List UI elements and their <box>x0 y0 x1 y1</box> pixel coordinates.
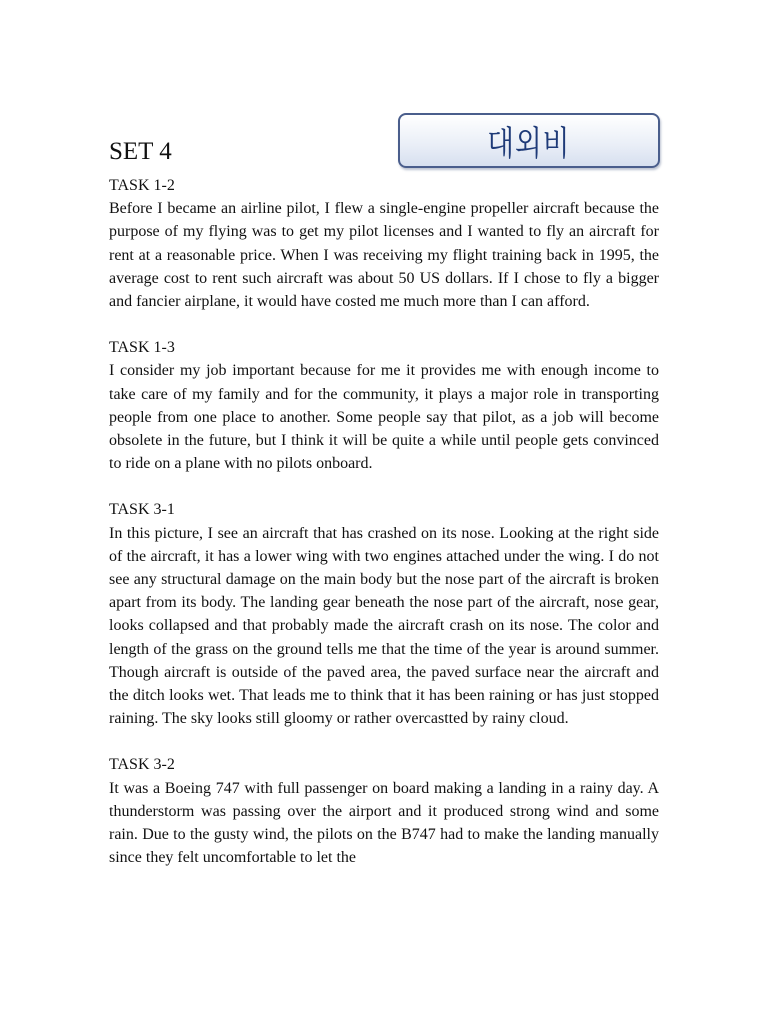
set-title: SET 4 <box>109 138 172 165</box>
task-body: Before I became an airline pilot, I flew a single-engine propeller aircraft because the purpose of my flying was to get my pilot licenses and I wanted to fly an aircraft for rent at a reasonable price. When I was receiving my flight training back in 1995, the average cost to rent such aircraft was about 50 US dollars. If I chose to fly a bigger and fancier airplane, it would have costed me much more than I can afford. <box>109 200 659 311</box>
task-heading: TASK 1-3 <box>109 339 175 357</box>
badge-text: 대외비 <box>487 124 571 164</box>
task-heading: TASK 3-2 <box>109 756 175 774</box>
task-heading: TASK 1-2 <box>109 177 175 194</box>
task-section <box>109 174 659 313</box>
task-body: It was a Boeing 747 with full passenger on board making a landing in a rainy day. A thunderstorm was passing over the airport and it produced strong wind and some rain. Due to the gusty wind, the pilots on the B747 had to make the landing manually since they felt uncomfortable to let the <box>109 779 659 867</box>
confidential-badge <box>398 113 660 168</box>
document-content <box>109 174 659 892</box>
task-body: I consider my job important because for me it provides me with enough income to take care of my family and for the community, it plays a major role in transporting people from one place to another. Some people say that pilot, as a job will become obsolete in the future, but I think it will be quite a while until people gets convinced to ride on a plane with no pilots onboard. <box>109 362 659 473</box>
task-section <box>109 753 659 869</box>
task-body: In this picture, I see an aircraft that has crashed on its nose. Looking at the right side of the aircraft, it has a lower wing with two engines attached under the wing. I do not see any structural damage on the main body but the nose part of the aircraft is broken apart from its body. The landing gear beneath the nose part of the aircraft, nose gear, looks collapsed and that probably made the aircraft crash on its nose. The color and length of the grass on the ground tells me that the time of the year is around summer. Though aircraft is outside of the paved area, the paved surface near the aircraft and the ditch looks wet. That leads me to think that it has been raining or has just stopped raining. The sky looks still gloomy or rather overcastted by rainy cloud. <box>109 524 659 728</box>
task-section <box>109 336 659 475</box>
task-heading: TASK 3-1 <box>109 501 175 519</box>
task-section <box>109 498 659 730</box>
